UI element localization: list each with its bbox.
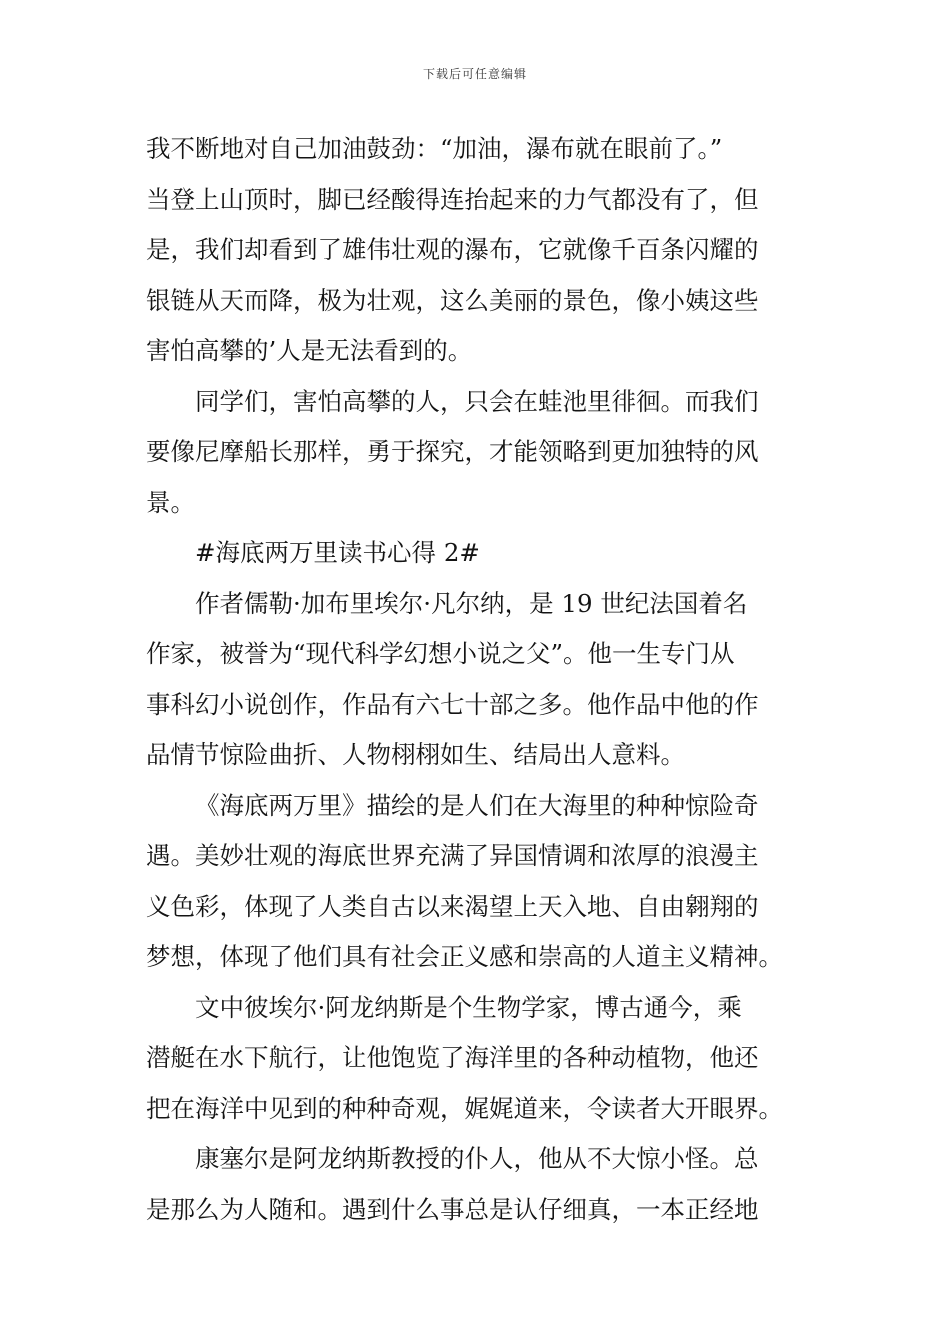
text-line: 事科幻小说创作，作品有六七十部之多。他作品中他的作 xyxy=(146,689,759,719)
text-line: 《海底两万里》描绘的是人们在大海里的种种惊险奇 xyxy=(195,790,759,820)
text-line: 景。 xyxy=(146,487,195,517)
text-line: 我不断地对自己加油鼓劲：“加油，瀑布就在眼前了。” xyxy=(146,134,723,163)
text-line: 梦想，体现了他们具有社会正义感和崇高的人道主义精神。 xyxy=(146,942,783,971)
text-line: 义色彩，体现了人类自古以来渴望上天入地、自由翱翔的 xyxy=(146,891,759,921)
text-line: 文中彼埃尔·阿龙纳斯是个生物学家，博古通今，乘 xyxy=(195,992,742,1022)
text-line: 康塞尔是阿龙纳斯教授的仆人，他从不大惊小怪。总 xyxy=(195,1144,759,1173)
text-line: 潜艇在水下航行，让他饱览了海洋里的各种动植物，他还 xyxy=(146,1043,759,1072)
page-header: 下载后可任意编辑 xyxy=(422,67,527,81)
text-line: 害怕高攀的’人是无法看到的。 xyxy=(146,336,473,365)
text-line: 当登上山顶时，脚已经酸得连抬起来的力气都没有了，但 xyxy=(146,184,759,214)
text-line: 品情节惊险曲折、人物栩栩如生、结局出人意料。 xyxy=(146,740,685,769)
section-heading: #海底两万里读书心得 2# xyxy=(195,538,480,567)
text-line: 同学们，害怕高攀的人，只会在蛙池里徘徊。而我们 xyxy=(195,386,759,416)
text-line: 作者儒勒·加布里埃尔·凡尔纳，是 19 世纪法国着名 xyxy=(195,588,748,618)
text-line: 遇。美妙壮观的海底世界充满了异国情调和浓厚的浪漫主 xyxy=(146,841,759,870)
body-text xyxy=(146,124,806,1235)
text-line: 银链从天而降，极为壮观，这么美丽的景色，像小姨这些 xyxy=(146,285,759,315)
text-line: 是，我们却看到了雄伟壮观的瀑布，它就像千百条闪耀的 xyxy=(146,235,759,264)
text-line: 是那么为人随和。遇到什么事总是认仔细真，一本正经地 xyxy=(146,1194,759,1224)
text-line: 把在海洋中见到的种种奇观，娓娓道来，令读者大开眼界。 xyxy=(146,1093,783,1123)
text-line: 作家，被誉为“现代科学幻想小说之父”。他一生专门从 xyxy=(146,639,735,668)
text-line: 要像尼摩船长那样，勇于探究，才能领略到更加独特的风 xyxy=(146,437,759,466)
